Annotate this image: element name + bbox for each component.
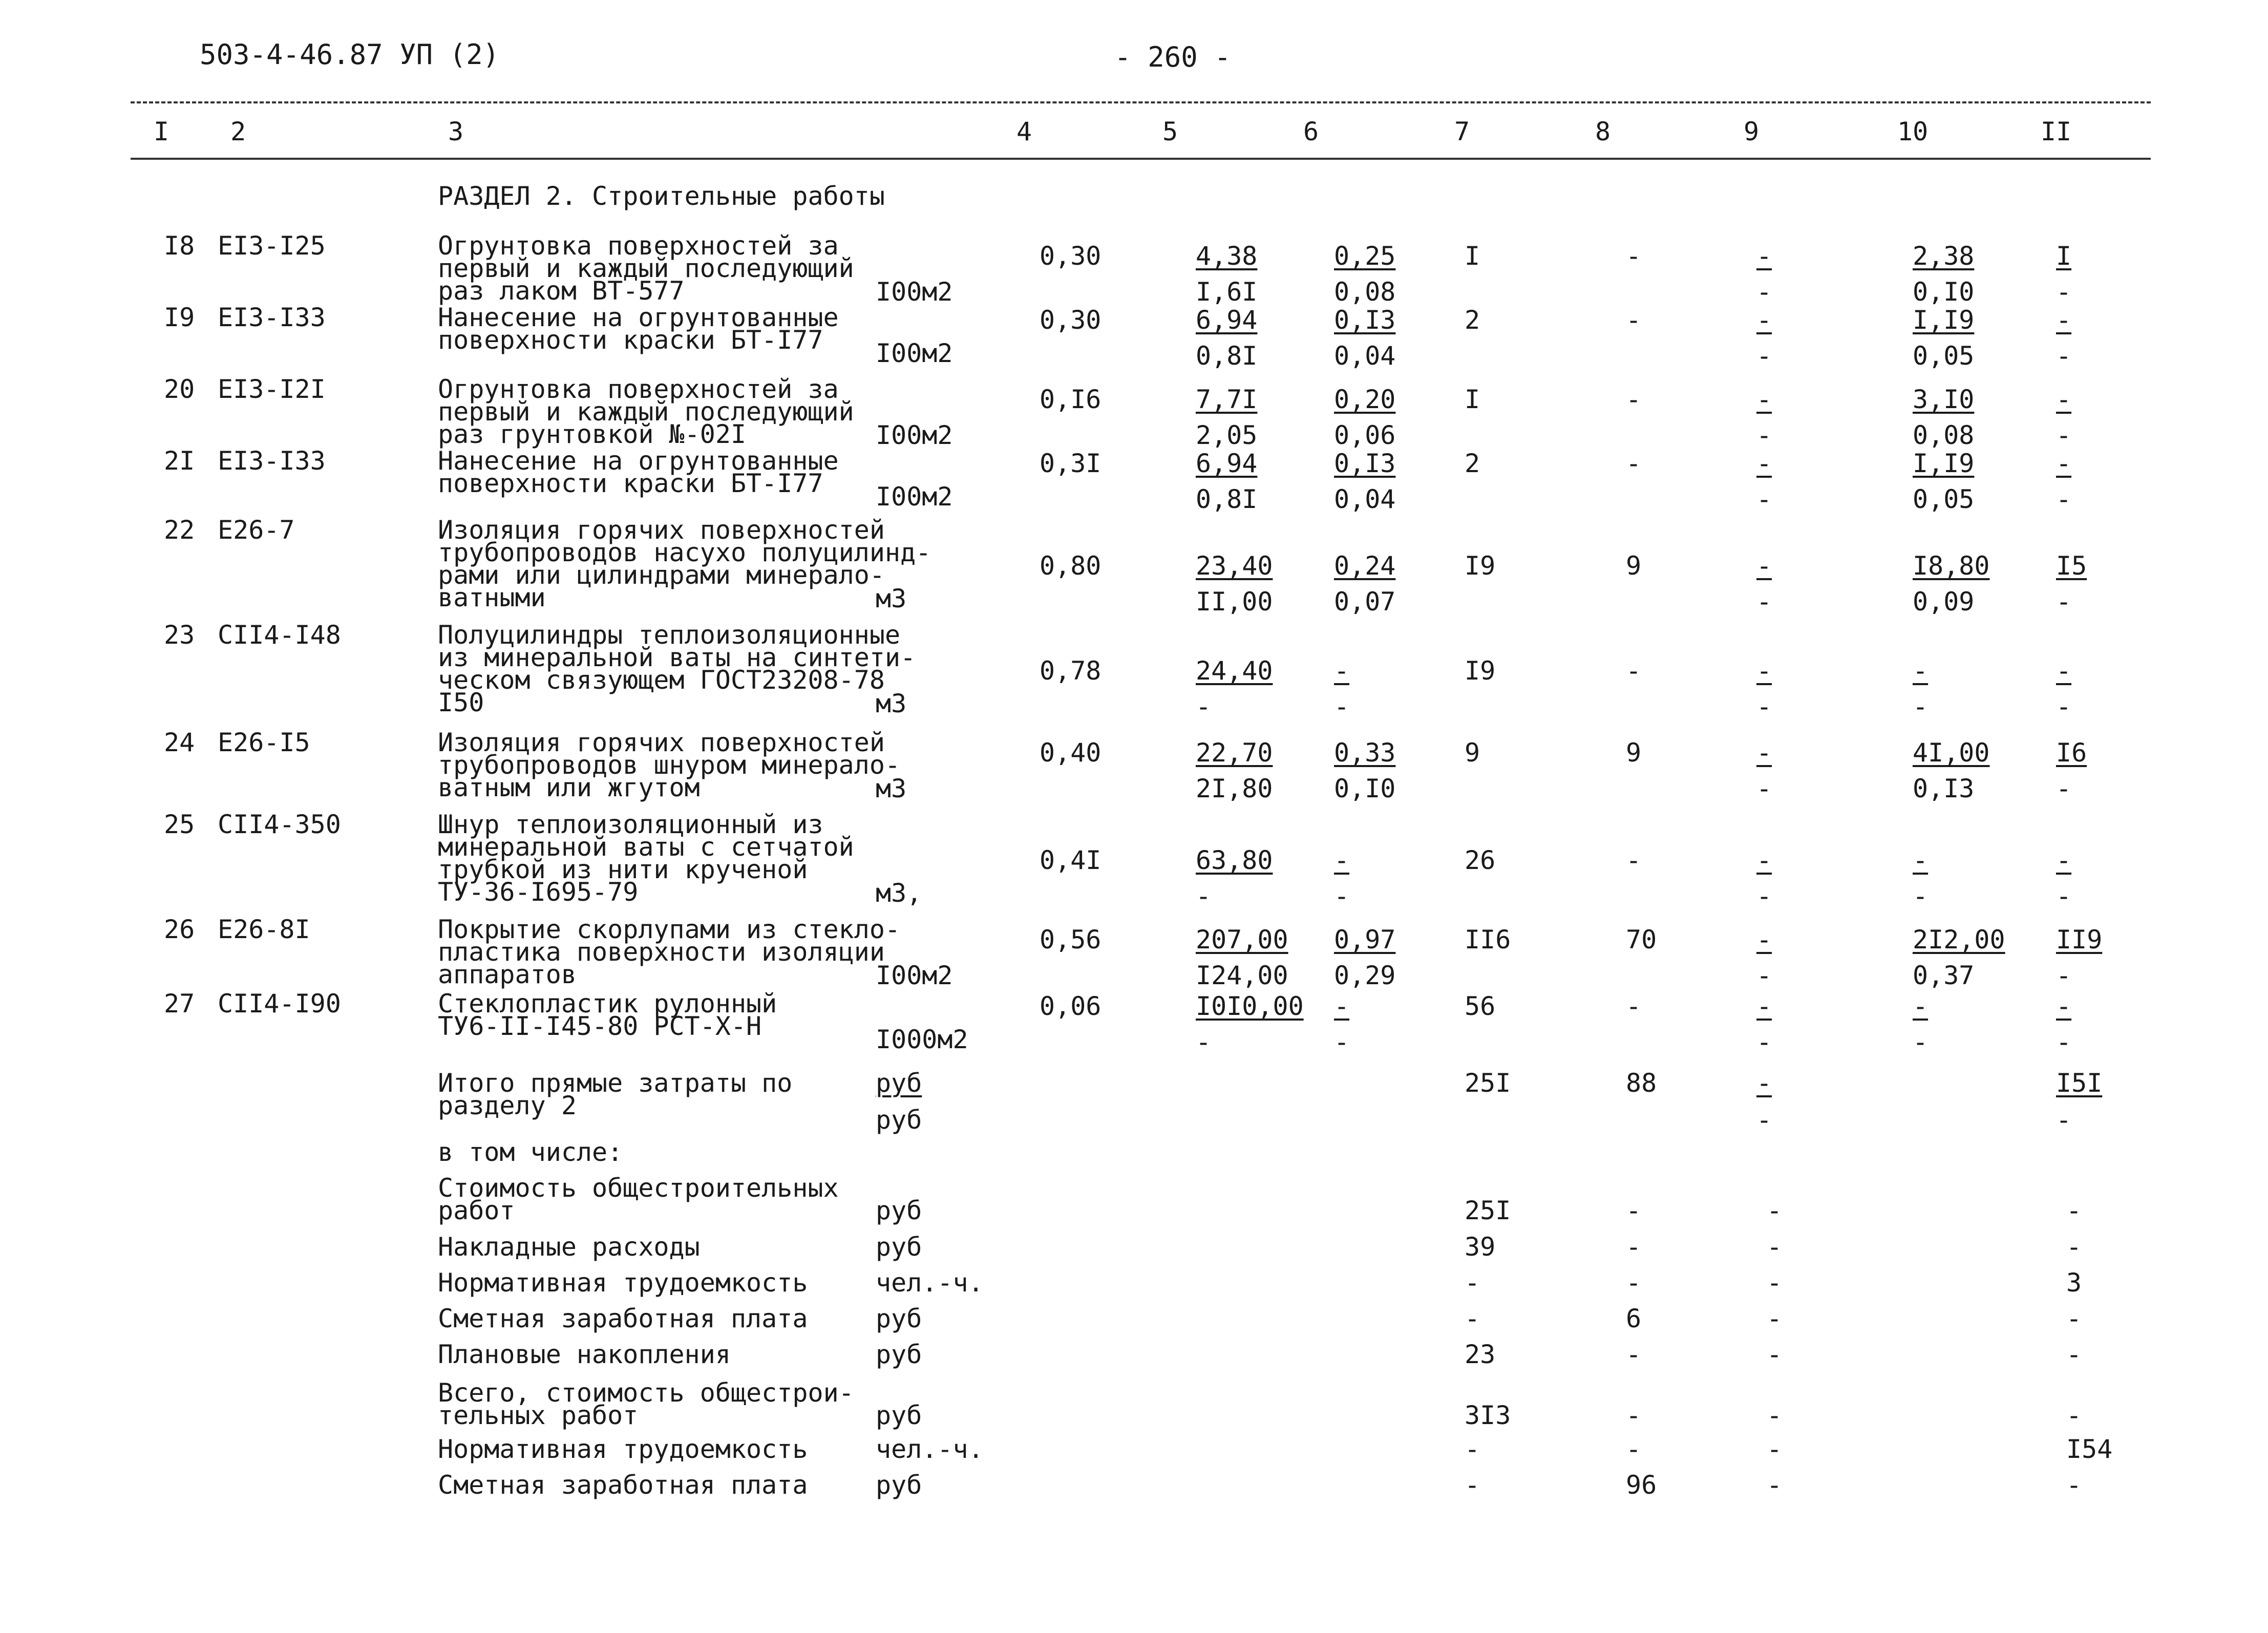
- row-description-line: Стеклопластик рулонный: [438, 989, 777, 1019]
- row-code: СII4-I90: [218, 989, 341, 1019]
- summary-machines: -: [1767, 1401, 1783, 1430]
- total-machines-wage: -: [1756, 1105, 1772, 1135]
- row-price-wage: 0,8I: [1196, 341, 1258, 371]
- row-labor-unit: -: [1913, 656, 1928, 686]
- row-machines-wage: 0,29: [1334, 961, 1396, 990]
- row-quantity: 0,06: [1040, 991, 1101, 1021]
- row-labor-total-machines: -: [2056, 692, 2072, 722]
- summary-wage: -: [1626, 1434, 1642, 1464]
- row-machines-wage: -: [1334, 881, 1350, 911]
- row-machines-total: -: [1334, 656, 1350, 686]
- row-labor-unit-machines: 0,09: [1913, 587, 1975, 617]
- row-description-line: ватным или жгутом: [438, 773, 700, 802]
- row-code: Е26-7: [218, 515, 295, 545]
- row-number: 23: [164, 620, 195, 650]
- row-labor-total-machines: -: [2056, 774, 2072, 803]
- row-unit: I00м2: [876, 277, 953, 307]
- row-machines-total: 0,97: [1334, 925, 1396, 955]
- row-machines-total: -: [1334, 845, 1350, 875]
- row-cost-machines-wage: -: [1756, 277, 1772, 307]
- summary-machines: -: [1767, 1434, 1783, 1464]
- row-cost-wage: -: [1626, 991, 1642, 1021]
- row-number: 25: [164, 810, 195, 839]
- row-labor-unit: I,I9: [1913, 449, 1975, 478]
- summary-unit: руб: [876, 1196, 922, 1225]
- row-labor-total-machines: -: [2056, 961, 2072, 990]
- summary-labor: -: [2066, 1470, 2082, 1500]
- row-cost-wage: -: [1626, 656, 1642, 686]
- row-code: ЕI3-I33: [218, 446, 326, 476]
- summary-labor: -: [2066, 1232, 2082, 1262]
- summary-cost: -: [1465, 1304, 1480, 1333]
- row-price-wage: -: [1196, 881, 1212, 911]
- row-code: СII4-I48: [218, 620, 341, 650]
- row-cost-wage: -: [1626, 241, 1642, 271]
- row-description-line: первый и каждый последующий: [438, 253, 854, 283]
- row-description-line: Изоляция горячих поверхностей: [438, 728, 885, 757]
- row-cost-total: 9: [1465, 738, 1480, 768]
- row-price-total: 207,00: [1196, 925, 1288, 955]
- summary-wage: -: [1626, 1268, 1642, 1298]
- row-description-line: Огрунтовка поверхностей за: [438, 231, 839, 261]
- header-rule-bottom: [131, 158, 2151, 160]
- row-description-line: Шнур теплоизоляционный из: [438, 810, 823, 839]
- column-header-9: 9: [1744, 117, 1760, 146]
- summary-cost: -: [1465, 1268, 1480, 1298]
- row-description-line: поверхности краски БТ-I77: [438, 325, 823, 355]
- row-labor-total: -: [2056, 845, 2072, 875]
- summary-label-line: Стоимость общестроительных: [438, 1173, 839, 1203]
- summary-cost: 3I3: [1465, 1401, 1511, 1430]
- row-cost-machines: -: [1756, 241, 1772, 271]
- including-label: в том числе:: [438, 1137, 623, 1167]
- summary-label-line: Плановые накопления: [438, 1340, 731, 1369]
- row-quantity: 0,I6: [1040, 385, 1101, 414]
- row-description-line: Изоляция горячих поверхностей: [438, 515, 885, 545]
- row-description-line: аппаратов: [438, 960, 577, 989]
- row-machines-total: 0,24: [1334, 551, 1396, 581]
- row-quantity: 0,3I: [1040, 449, 1101, 478]
- row-machines-wage: -: [1334, 692, 1350, 722]
- row-labor-unit-machines: 0,I3: [1913, 774, 1975, 803]
- row-description-line: поверхности краски БТ-I77: [438, 469, 823, 498]
- row-description-line: ватными: [438, 583, 546, 612]
- row-price-total: 23,40: [1196, 551, 1273, 581]
- row-labor-unit-machines: 0,I0: [1913, 277, 1975, 307]
- row-description-line: ТУ6-II-I45-80 РСТ-Х-Н: [438, 1011, 762, 1041]
- row-number: 22: [164, 515, 195, 545]
- summary-machines: -: [1767, 1304, 1783, 1333]
- row-description-line: Нанесение на огрунтованные: [438, 446, 839, 476]
- row-cost-wage: 70: [1626, 925, 1657, 955]
- row-price-total: 24,40: [1196, 656, 1273, 686]
- row-labor-unit-machines: 0,37: [1913, 961, 1975, 990]
- row-unit: I00м2: [876, 338, 953, 368]
- row-cost-machines: -: [1756, 845, 1772, 875]
- row-quantity: 0,30: [1040, 305, 1101, 335]
- row-price-total: 63,80: [1196, 845, 1273, 875]
- summary-unit: руб: [876, 1232, 922, 1262]
- row-description-line: трубкой из нити крученой: [438, 855, 808, 884]
- row-cost-machines: -: [1756, 551, 1772, 581]
- row-machines-total: 0,I3: [1334, 305, 1396, 335]
- row-cost-machines-wage: -: [1756, 341, 1772, 371]
- row-cost-machines: -: [1756, 991, 1772, 1021]
- row-cost-machines: -: [1756, 656, 1772, 686]
- column-header-7: 7: [1454, 117, 1470, 146]
- column-header-3: 3: [448, 117, 464, 146]
- row-labor-total-machines: -: [2056, 420, 2072, 450]
- row-price-total: 6,94: [1196, 449, 1258, 478]
- row-labor-total: -: [2056, 385, 2072, 414]
- row-labor-total-machines: -: [2056, 341, 2072, 371]
- row-labor-total: I5: [2056, 551, 2087, 581]
- summary-cost: 23: [1465, 1340, 1496, 1369]
- summary-wage: -: [1626, 1196, 1642, 1225]
- column-header-1: I: [154, 117, 169, 146]
- summary-machines: -: [1767, 1232, 1783, 1262]
- row-cost-total: I9: [1465, 551, 1496, 581]
- row-machines-wage: 0,07: [1334, 587, 1396, 617]
- row-cost-wage: 9: [1626, 551, 1642, 581]
- row-description-line: рами или цилиндрами минерало-: [438, 560, 885, 590]
- summary-label-line: работ: [438, 1196, 515, 1225]
- page-number: - 260 -: [1114, 41, 1231, 73]
- summary-cost: 39: [1465, 1232, 1496, 1262]
- row-cost-wage: -: [1626, 305, 1642, 335]
- column-header-4: 4: [1016, 117, 1032, 146]
- row-code: ЕI3-I25: [218, 231, 326, 261]
- row-cost-total: I: [1465, 385, 1480, 414]
- row-labor-total: I6: [2056, 738, 2087, 768]
- summary-cost: 25I: [1465, 1196, 1511, 1225]
- row-number: I8: [164, 231, 195, 261]
- row-machines-total: -: [1334, 991, 1350, 1021]
- row-cost-machines-wage: -: [1756, 484, 1772, 514]
- row-cost-machines-wage: -: [1756, 420, 1772, 450]
- row-price-wage: 2I,80: [1196, 774, 1273, 803]
- row-labor-total-machines: -: [2056, 881, 2072, 911]
- summary-unit: чел.-ч.: [876, 1268, 984, 1298]
- row-cost-total: 2: [1465, 449, 1480, 478]
- summary-wage: -: [1626, 1232, 1642, 1262]
- row-cost-machines-wage: -: [1756, 587, 1772, 617]
- row-labor-unit-machines: 0,05: [1913, 484, 1975, 514]
- row-labor-unit: 2I2,00: [1913, 925, 2005, 955]
- row-unit: м3: [876, 584, 907, 613]
- row-labor-unit-machines: -: [1913, 692, 1928, 722]
- row-number: 26: [164, 915, 195, 944]
- row-description-line: I50: [438, 688, 484, 717]
- summary-unit: руб: [876, 1401, 922, 1430]
- row-cost-machines: -: [1756, 738, 1772, 768]
- row-cost-wage: -: [1626, 385, 1642, 414]
- row-unit: I00м2: [876, 482, 953, 512]
- row-description-line: минеральной ваты с сетчатой: [438, 832, 854, 862]
- row-labor-unit-machines: 0,08: [1913, 420, 1975, 450]
- row-number: I9: [164, 303, 195, 332]
- row-cost-machines-wage: -: [1756, 881, 1772, 911]
- row-cost-wage: 9: [1626, 738, 1642, 768]
- row-unit: I00м2: [876, 420, 953, 450]
- row-code: ЕI3-I33: [218, 303, 326, 332]
- row-price-wage: -: [1196, 1027, 1212, 1057]
- row-cost-machines: -: [1756, 305, 1772, 335]
- row-price-total: 4,38: [1196, 241, 1258, 271]
- row-unit: I000м2: [876, 1025, 968, 1054]
- row-labor-unit-machines: -: [1913, 881, 1928, 911]
- row-code: СII4-350: [218, 810, 341, 839]
- row-cost-machines-wage: -: [1756, 961, 1772, 990]
- row-description-line: Огрунтовка поверхностей за: [438, 374, 839, 404]
- document-code: 503-4-46.87 УП (2): [200, 38, 500, 71]
- row-price-total: 6,94: [1196, 305, 1258, 335]
- row-quantity: 0,78: [1040, 656, 1101, 686]
- row-quantity: 0,40: [1040, 738, 1101, 768]
- row-unit: I00м2: [876, 961, 953, 990]
- total-cost: 25I: [1465, 1068, 1511, 1098]
- total-labor: I5I: [2056, 1068, 2103, 1098]
- row-machines-total: 0,I3: [1334, 449, 1396, 478]
- summary-label-line: Сметная заработная плата: [438, 1304, 808, 1333]
- summary-machines: -: [1767, 1470, 1783, 1500]
- row-code: Е26-I5: [218, 728, 310, 757]
- total-description-line: разделу 2: [438, 1091, 577, 1120]
- row-price-total: 22,70: [1196, 738, 1273, 768]
- row-labor-total: -: [2056, 991, 2072, 1021]
- row-price-wage: I24,00: [1196, 961, 1288, 990]
- row-price-wage: I,6I: [1196, 277, 1258, 307]
- summary-cost: -: [1465, 1470, 1480, 1500]
- row-labor-unit: 4I,00: [1913, 738, 1990, 768]
- row-unit: м3: [876, 689, 907, 718]
- row-machines-wage: 0,I0: [1334, 774, 1396, 803]
- row-number: 24: [164, 728, 195, 757]
- summary-machines: -: [1767, 1340, 1783, 1369]
- row-description-line: Нанесение на огрунтованные: [438, 303, 839, 332]
- summary-wage: -: [1626, 1340, 1642, 1369]
- row-description-line: раз грунтовкой №-02I: [438, 419, 747, 449]
- row-description-line: первый и каждый последующий: [438, 397, 854, 427]
- row-machines-wage: 0,04: [1334, 341, 1396, 371]
- summary-wage: 96: [1626, 1470, 1657, 1500]
- row-cost-wage: -: [1626, 845, 1642, 875]
- row-price-total: I0I0,00: [1196, 991, 1304, 1021]
- row-cost-machines: -: [1756, 449, 1772, 478]
- summary-labor: -: [2066, 1196, 2082, 1225]
- row-labor-unit-machines: -: [1913, 1027, 1928, 1057]
- summary-machines: -: [1767, 1268, 1783, 1298]
- summary-unit: чел.-ч.: [876, 1434, 984, 1464]
- total-unit: руб: [876, 1068, 922, 1098]
- summary-label-line: Всего, стоимость общестрои-: [438, 1378, 854, 1408]
- summary-cost: -: [1465, 1434, 1480, 1464]
- column-header-11: II: [2041, 117, 2072, 146]
- row-description-line: ческом связующем ГОСТ23208-78: [438, 665, 885, 695]
- row-labor-total-machines: -: [2056, 484, 2072, 514]
- row-quantity: 0,80: [1040, 551, 1101, 581]
- row-number: 2I: [164, 446, 195, 476]
- total-labor-machines: -: [2056, 1105, 2072, 1135]
- row-price-wage: 2,05: [1196, 420, 1258, 450]
- row-labor-total-machines: -: [2056, 1027, 2072, 1057]
- row-code: ЕI3-I2I: [218, 374, 326, 404]
- row-labor-total: I: [2056, 241, 2072, 271]
- row-unit: м3,: [876, 878, 922, 908]
- row-cost-wage: -: [1626, 449, 1642, 478]
- summary-unit: руб: [876, 1304, 922, 1333]
- row-price-wage: 0,8I: [1196, 484, 1258, 514]
- row-code: Е26-8I: [218, 915, 310, 944]
- summary-label-line: тельных работ: [438, 1401, 639, 1430]
- row-quantity: 0,30: [1040, 241, 1101, 271]
- row-labor-unit: -: [1913, 845, 1928, 875]
- summary-labor: -: [2066, 1340, 2082, 1369]
- row-cost-total: I9: [1465, 656, 1496, 686]
- row-machines-wage: -: [1334, 1027, 1350, 1057]
- row-cost-total: 56: [1465, 991, 1496, 1021]
- row-description-line: ТУ-36-I695-79: [438, 877, 639, 907]
- summary-labor: -: [2066, 1304, 2082, 1333]
- summary-unit: руб: [876, 1340, 922, 1369]
- row-labor-total: -: [2056, 656, 2072, 686]
- row-labor-total: II9: [2056, 925, 2103, 955]
- summary-label-line: Сметная заработная плата: [438, 1470, 808, 1500]
- row-cost-total: 2: [1465, 305, 1480, 335]
- row-description-line: трубопроводов насухо полуцилинд-: [438, 538, 931, 567]
- row-cost-machines: -: [1756, 385, 1772, 414]
- total-machines: -: [1756, 1068, 1772, 1098]
- column-header-6: 6: [1303, 117, 1319, 146]
- row-labor-unit: -: [1913, 991, 1928, 1021]
- row-price-wage: -: [1196, 692, 1212, 722]
- section-title: РАЗДЕЛ 2. Строительные работы: [438, 181, 885, 211]
- row-labor-total: -: [2056, 449, 2072, 478]
- summary-machines: -: [1767, 1196, 1783, 1225]
- row-unit: м3: [876, 774, 907, 803]
- row-description-line: раз лаком ВТ-577: [438, 276, 685, 306]
- row-cost-machines: -: [1756, 925, 1772, 955]
- header-rule-top: [131, 101, 2151, 103]
- row-price-wage: II,00: [1196, 587, 1273, 617]
- row-cost-total: II6: [1465, 925, 1511, 955]
- row-cost-machines-wage: -: [1756, 692, 1772, 722]
- row-cost-machines-wage: -: [1756, 774, 1772, 803]
- column-header-8: 8: [1595, 117, 1611, 146]
- summary-label-line: Нормативная трудоемкость: [438, 1434, 808, 1464]
- row-labor-total: -: [2056, 305, 2072, 335]
- row-labor-unit: I,I9: [1913, 305, 1975, 335]
- row-labor-total-machines: -: [2056, 587, 2072, 617]
- summary-labor: -: [2066, 1401, 2082, 1430]
- row-machines-wage: 0,04: [1334, 484, 1396, 514]
- summary-labor: 3: [2066, 1268, 2082, 1298]
- row-number: 27: [164, 989, 195, 1019]
- total-description-line: Итого прямые затраты по: [438, 1068, 793, 1098]
- total-unit: руб: [876, 1105, 922, 1135]
- row-machines-total: 0,20: [1334, 385, 1396, 414]
- summary-unit: руб: [876, 1470, 922, 1500]
- row-quantity: 0,56: [1040, 925, 1101, 955]
- row-quantity: 0,4I: [1040, 845, 1101, 875]
- row-machines-total: 0,25: [1334, 241, 1396, 271]
- row-machines-wage: 0,06: [1334, 420, 1396, 450]
- row-labor-total-machines: -: [2056, 277, 2072, 307]
- summary-wage: -: [1626, 1401, 1642, 1430]
- summary-label-line: Накладные расходы: [438, 1232, 700, 1262]
- summary-label-line: Нормативная трудоемкость: [438, 1268, 808, 1298]
- column-header-2: 2: [230, 117, 246, 146]
- row-description-line: Покрытие скорлупами из стекло-: [438, 915, 901, 944]
- row-machines-total: 0,33: [1334, 738, 1396, 768]
- total-wage: 88: [1626, 1068, 1657, 1098]
- row-labor-unit-machines: 0,05: [1913, 341, 1975, 371]
- row-cost-total: I: [1465, 241, 1480, 271]
- row-number: 20: [164, 374, 195, 404]
- row-description-line: Полуцилиндры теплоизоляционные: [438, 620, 901, 650]
- summary-labor: I54: [2066, 1434, 2113, 1464]
- column-header-5: 5: [1162, 117, 1178, 146]
- summary-wage: 6: [1626, 1304, 1642, 1333]
- row-description-line: пластика поверхности изоляции: [438, 937, 885, 967]
- row-labor-unit: 3,I0: [1913, 385, 1975, 414]
- row-machines-wage: 0,08: [1334, 277, 1396, 307]
- row-description-line: из минеральной ваты на синтети-: [438, 643, 916, 672]
- row-price-total: 7,7I: [1196, 385, 1258, 414]
- row-cost-machines-wage: -: [1756, 1027, 1772, 1057]
- row-description-line: трубопроводов шнуром минерало-: [438, 750, 901, 780]
- row-cost-total: 26: [1465, 845, 1496, 875]
- row-labor-unit: I8,80: [1913, 551, 1990, 581]
- row-labor-unit: 2,38: [1913, 241, 1975, 271]
- column-header-10: 10: [1897, 117, 1928, 146]
